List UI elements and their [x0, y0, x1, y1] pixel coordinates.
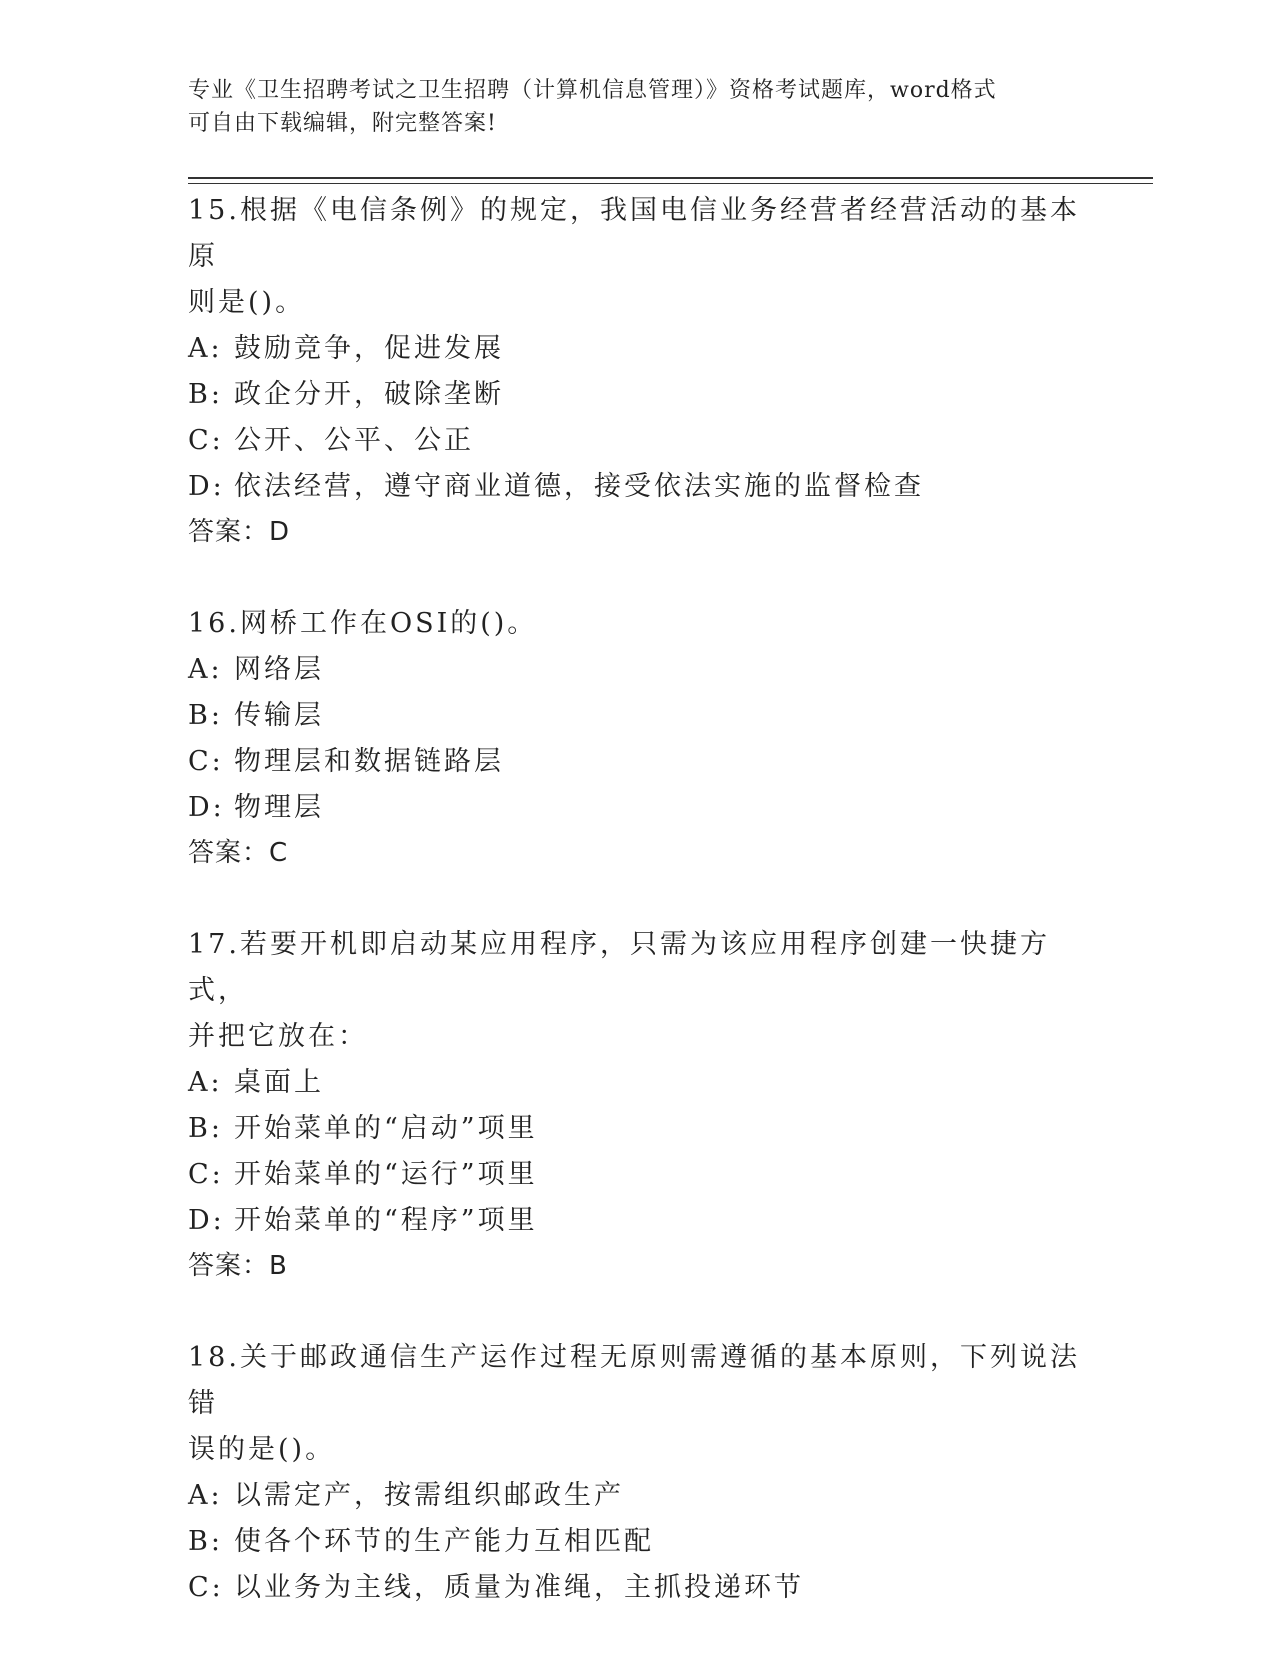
question-15 — [188, 188, 1088, 555]
option-b — [188, 1106, 1088, 1152]
option-text: 政企分开，破除垄断 — [234, 379, 504, 410]
option-text: 鼓励竞争，促进发展 — [234, 333, 504, 364]
header-divider-thin — [188, 183, 1153, 184]
option-text: 以需定产，按需组织邮政生产 — [234, 1480, 624, 1511]
option-a — [188, 1473, 1088, 1519]
question-16 — [188, 601, 1088, 876]
question-stem: 15.根据《电信条例》的规定，我国电信业务经营者经营活动的基本原 — [188, 195, 1080, 272]
option-a — [188, 647, 1088, 693]
question-18 — [188, 1335, 1088, 1611]
option-text: 公开、公平、公正 — [234, 425, 474, 456]
option-text: 桌面上 — [234, 1067, 324, 1098]
option-a — [188, 326, 1088, 372]
header-line-2: 可自由下载编辑，附完整答案! — [188, 111, 497, 136]
question-stem-continued: 误的是()。 — [188, 1434, 336, 1465]
header-divider-thick — [188, 177, 1153, 179]
option-c — [188, 1152, 1088, 1198]
option-key: D: — [188, 792, 225, 823]
question-stem: 18.关于邮政通信生产运作过程无原则需遵循的基本原则，下列说法错 — [188, 1342, 1080, 1419]
option-b — [188, 1519, 1088, 1565]
option-key: B: — [188, 379, 223, 410]
option-a — [188, 1060, 1088, 1106]
option-d — [188, 785, 1088, 831]
option-text: 开始菜单的“运行”项里 — [234, 1159, 538, 1190]
option-text: 以业务为主线，质量为准绳，主抓投递环节 — [234, 1572, 804, 1603]
option-key: D: — [188, 1205, 225, 1236]
option-c — [188, 418, 1088, 464]
option-text: 传输层 — [234, 700, 324, 731]
option-key: C: — [188, 425, 224, 456]
option-b — [188, 693, 1088, 739]
option-b — [188, 372, 1088, 418]
option-c — [188, 1565, 1088, 1611]
option-key: A: — [188, 654, 223, 685]
question-list — [188, 188, 1088, 1657]
option-key: B: — [188, 1113, 223, 1144]
option-key: A: — [188, 1480, 223, 1511]
header-line-1: 专业《卫生招聘考试之卫生招聘（计算机信息管理）》资格考试题库，word格式 — [188, 78, 997, 103]
option-text: 依法经营，遵守商业道德，接受依法实施的监督检查 — [234, 471, 924, 502]
question-17 — [188, 922, 1088, 1289]
option-text: 网络层 — [234, 654, 324, 685]
option-key: C: — [188, 746, 224, 777]
option-key: C: — [188, 1159, 224, 1190]
option-c — [188, 739, 1088, 785]
answer-line: 答案：C — [188, 838, 289, 868]
option-text: 开始菜单的“程序”项里 — [234, 1205, 538, 1236]
question-stem: 16.网桥工作在OSI的()。 — [188, 608, 538, 639]
option-d — [188, 464, 1088, 510]
option-key: A: — [188, 333, 223, 364]
document-header — [188, 74, 1068, 140]
option-text: 物理层 — [234, 792, 324, 823]
option-text: 使各个环节的生产能力互相匹配 — [234, 1526, 654, 1557]
option-key: A: — [188, 1067, 223, 1098]
answer-line: 答案：B — [188, 1251, 288, 1281]
question-stem-continued: 则是()。 — [188, 287, 306, 318]
answer-line: 答案：D — [188, 517, 291, 547]
question-stem-continued: 并把它放在： — [188, 1021, 368, 1052]
option-text: 开始菜单的“启动”项里 — [234, 1113, 538, 1144]
option-text: 物理层和数据链路层 — [234, 746, 504, 777]
option-key: B: — [188, 700, 223, 731]
option-key: D: — [188, 471, 225, 502]
option-key: C: — [188, 1572, 224, 1603]
option-d — [188, 1198, 1088, 1244]
question-stem: 17.若要开机即启动某应用程序，只需为该应用程序创建一快捷方式， — [188, 929, 1050, 1006]
option-key: B: — [188, 1526, 223, 1557]
